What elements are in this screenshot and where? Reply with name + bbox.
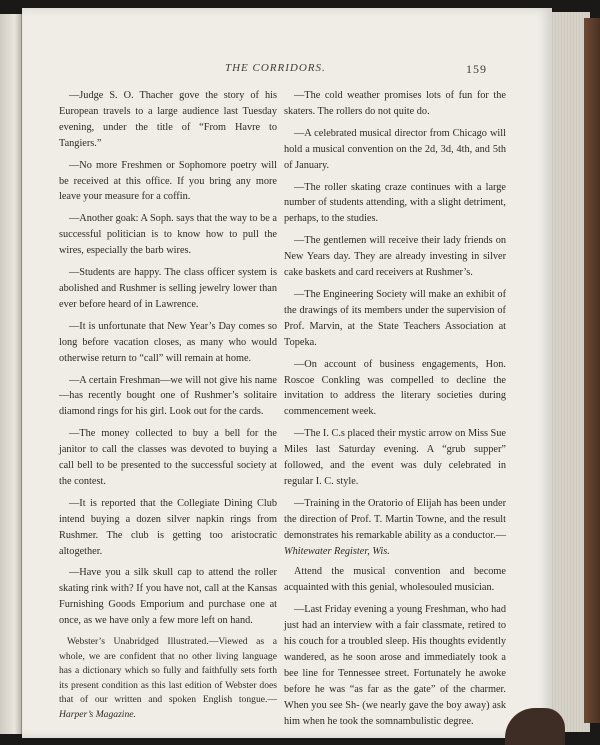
news-item: —Students are happy. The class officer system is abolished and Rushmer is selling jewelry lower than ever before heard of in Lawrence.	[59, 267, 277, 310]
book-page	[22, 8, 552, 738]
news-item: —No more Freshmen or Sophomore poetry will be received at this office. If you bring any more leave your measure for a coffin.	[59, 159, 277, 203]
news-item	[284, 496, 506, 560]
news-item: —The cold weather promises lots of fun for the skaters. The rollers do not quite do.	[284, 90, 506, 117]
page-header	[22, 62, 552, 78]
news-item: Attend the musical convention and become acquainted with this genial, wholesouled musician.	[284, 566, 506, 594]
news-item: —The gentlemen will receive their lady friends on New Years day. They are already investing in silver cake baskets and card receivers at Rushmer’s.	[284, 235, 506, 279]
news-item-source: Whitewater Register, Wis.	[284, 545, 390, 557]
left-column	[59, 88, 277, 729]
news-item: —It is reported that the Collegiate Dining Club intend buying a dozen silver napkin rings from Rushmer. The club is getting too aristocratic altogether.	[59, 497, 277, 557]
news-item-text: —Training in the Oratorio of Elijah has been under the direction of Prof. T. Martin Towne, and the result demonstrates his remarkable ability as a conductor.—	[284, 497, 506, 541]
news-item: —On account of business engagements, Hon. Roscoe Conkling was compelled to decline the invitation to address the literary societies during commencement week.	[284, 358, 506, 418]
quoted-notice-text: Webster’s Unabridged Illustrated.—Viewed as a whole, we are confident that no other living language has a dictionary which so fully and faithfully sets forth its present condition as this last edition of Webster does that of our written and spoken English tongue.—	[59, 636, 277, 706]
book-cover-edge	[584, 18, 600, 723]
news-item: —Last Friday evening a young Freshman, who had just had an interview with a fair classmate, retired to his couch for a troubled sleep. His thoughts evidently wandered, as he soon arose and immediately took a bee line for Tennessee street. Fortunately he awoke before he was “as far as the gate” of the charmer. When you see Sh- (we nearly gave the boy away) ask him when he took the somnambulistic degree.	[284, 604, 506, 727]
news-item: —The I. C.s placed their mystic arrow on Miss Sue Miles last Saturday evening. A “grub supper” followed, and the event was duly celebrated in regular I. C. style.	[284, 428, 506, 487]
news-item: —The Engineering Society will make an exhibit of the drawings of its members under the supervision of Prof. Marvin, at the State Teachers Association at Topeka.	[284, 288, 506, 348]
news-item: —Have you a silk skull cap to attend the roller skating rink with? If you have not, call at the Kansas Furnishing Goods Emporium and purchase one at once, as we have only a few more left on hand.	[59, 567, 277, 627]
page-number: 159	[466, 62, 487, 76]
right-column	[284, 88, 506, 736]
news-item: —The money collected to buy a bell for the janitor to call the classes was devoted to buying a call bell to be presented to the successful society at the contest.	[59, 428, 277, 487]
news-item: —A certain Freshman—we will not give his name—has recently bought one of Rushmer’s solitaire diamond rings for his girl. Look out for the cards.	[59, 374, 277, 418]
quoted-notice-source: Harper’s Magazine.	[59, 709, 136, 721]
news-item: —The roller skating craze continues with a large number of students attending, with a slight detriment, perhaps, to the studies.	[284, 181, 506, 225]
running-title: THE CORRIDORS.	[225, 62, 326, 74]
news-item: —A celebrated musical director from Chicago will hold a musical convention on the 2d, 3d, 4th, and 5th of January.	[284, 127, 506, 171]
news-item: —Judge S. O. Thacher gove the story of his European travels to a large audience last Tuesday evening, under the title of “From Havre to Tangiers.”	[59, 90, 277, 149]
previous-page-edge	[0, 14, 22, 734]
news-item: —Another goak: A Soph. says that the way to be a successful politician is to know how to pull the wires, especially the barb wires.	[59, 213, 277, 257]
news-item: —It is unfortunate that New Year’s Day comes so long before vacation closes, as many who would otherwise return to “call” will remain at home.	[59, 320, 277, 364]
quoted-notice	[59, 635, 277, 723]
